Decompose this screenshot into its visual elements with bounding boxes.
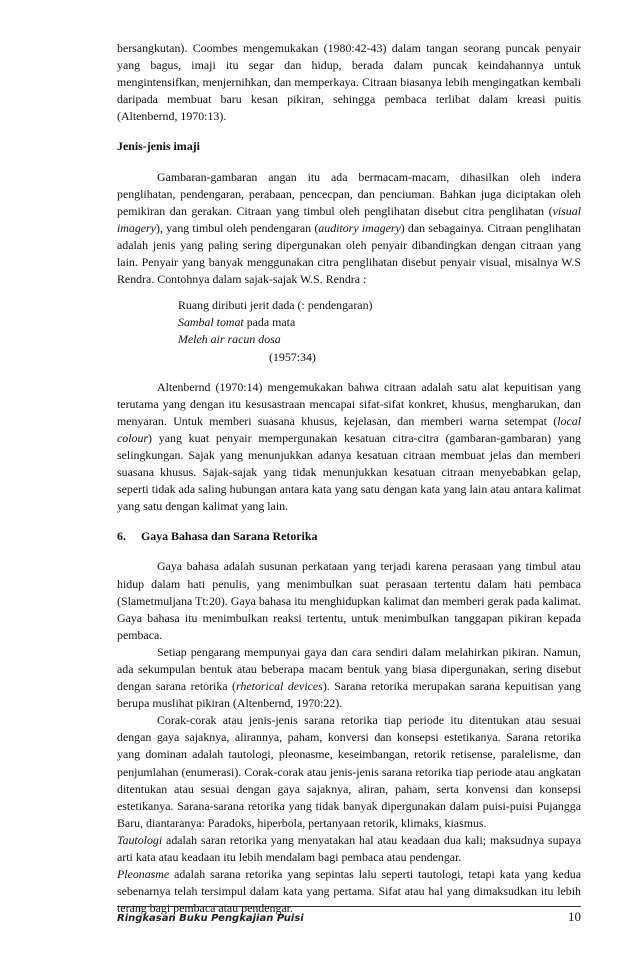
poem-line-1: Ruang diributi jerit dada (: pendengaran) [178, 298, 373, 313]
text-segment: ) yang kuat penyair mempergunakan kesatuan citra-citra (gambaran-gambaran) yang selingkungan. Sajak yang menunjukkan adanya kesatuan citraan membuat jelas dan memberi suasana khusus. Sajak-sajak yang tidak menunjukkan kesatuan citraan menyebabkan gelap, seperti tidak ada saling hubungan antara kata yang satu dengan kata yang lain atau antara kalimat yang satu dengan kalimat yang lain. [117, 430, 581, 514]
section-title: Gaya Bahasa dan Sarana Retorika [141, 529, 318, 544]
poem-excerpt [117, 297, 581, 365]
footer-title: Ringkasan Buku Pengkajian Puisi [117, 913, 304, 924]
text-segment: Gambaran-gambaran angan itu ada bermacam-macam, dihasilkan oleh indera penglihatan, pendengaran, perabaan, pencecpan, dan penciuman. Bahkan juga diciptakan oleh pemikiran dan gerakan. Citraan yang timbul oleh penglihatan disebut citra penglihatan ( [117, 169, 581, 218]
page-number: 10 [568, 909, 581, 924]
poem-line-2 [178, 314, 581, 331]
page-footer [117, 906, 581, 924]
text-segment: Setiap pengarang mempunyai gaya dan cara sendiri dalam melahirkan pikiran. Namun, ada sekumpulan bentuk atau beberapa macam bentuk yang biasa dipergunakan, sering disebut dengan sarana retorika ( [117, 644, 581, 694]
italic-term: rhetorical devices [236, 679, 323, 694]
paragraph-gaya-bahasa: Gaya bahasa adalah susunan perkataan yang terjadi karena perasaan yang timbul atau hidup dalam hati penulis, yang menimbulkan suat perasaan tertentu dalam hati pembaca (Slametmuljana Tt:20). Gaya bahasa itu menghidupkan kalimat dan memberi gerak pada kalimat. Gaya bahasa itu menimbulkan reaksi tertentu, untuk menimbulkan tanggapan pikiran kepada pembaca. [117, 559, 581, 642]
paragraph-coombes: bersangkutan). Coombes mengemukakan (1980:42-43) dalam tangan seorang puncak penyair yang bagus, imaji itu segar dan hidup, berada dalam puncak keindahannya untuk mengintensifkan, menjernihkan, dan memperkaya. Citraan biasanya lebih mengingatkan kembali daripada membuat baru kesan pikiran, sehingga pembaca terlibat dalam kreasi puitis (Altenbernd, 1970:13). [117, 41, 581, 124]
italic-term: Pleonasme [117, 867, 170, 882]
paragraph-gambaran-angan [117, 169, 581, 289]
heading-jenis-jenis-imaji: Jenis-jenis imaji [117, 139, 200, 154]
text-segment: adalah saran retorika yang menyatakan hal atau keadaan dua kali; maksudnya supaya arti kata atau keadaan itu lebih mendalam bagi pembaca atau pendengar. [117, 832, 581, 865]
heading-section-6 [117, 528, 581, 545]
italic-term: local colour [117, 413, 581, 445]
text-segment: pada mata [243, 315, 296, 330]
italic-term: visual imagery [117, 203, 581, 235]
text-segment: ) dan sebagainya. Citraan penglihatan adalah jenis yang paling sering dipergunakan oleh penyair dibandingkan dengan citraan yang lain. Penyair yang banyak menggunakan citra penglihatan disebut penyair visual, misalnya W.S Rendra. Contohnya dalam sajak-sajak W.S. Rendra : [117, 220, 581, 287]
paragraph-altenbernd [117, 379, 581, 516]
text-segment: ). Sarana retorika merupakan sarana kepuitisan yang berupa muslihat pikiran (Altenbernd, 1970:22). [117, 679, 581, 711]
italic-term: auditory imagery [318, 220, 401, 235]
italic-term: Tautologi [117, 832, 163, 847]
paragraph-pleonasme [117, 866, 581, 917]
document-body [117, 40, 581, 917]
paragraph-tautologi [117, 832, 581, 866]
text-segment: adalah sarana retorika yang sepintas lalu seperti tautologi, tetapi kata yang kedua sebenarnya telah tersimpul dalam kata yang pertama. Sifat atau hal yang dimaksudkan itu lebih terang bagi pembaca atau pendengar. [117, 867, 581, 916]
text-segment: ), yang timbul oleh pendengaran ( [155, 220, 319, 235]
text-segment: Altenbernd (1970:14) mengemukakan bahwa citraan adalah satu alat kepuitisan yang terutama yang dengan itu kesusastraan mencapai sifat-sifat konkret, khusus, mengharukan, dan menyaran. Untuk memberi suasana khusus, kejelasan, dan memberi warna setempat ( [117, 379, 581, 428]
poem-source: (1957:34) [269, 349, 316, 364]
section-number: 6. [117, 529, 126, 544]
poem-line-3 [178, 331, 581, 348]
paragraph-setiap-pengarang [117, 644, 581, 712]
italic-line: Meleh air racun dosa [178, 332, 281, 347]
paragraph-corak-corak: Corak-corak atau jenis-jenis sarana retorika tiap periode itu ditentukan atau sesuai dengan gaya sajaknya, alirannya, paham, konversi dan konsepsi estetikanya. Sarana retorika yang dominan adalah tautologi, pleonasme, keseimbangan, retorik retisense, paralelisme, dan penjumlahan (enumerasi). Corak-corak atau jenis-jenis sarana retorika tiap periode atau angkatan ditentukan atau sesuai dengan gaya sajaknya, aliran, paham, serta konvensi dan konsepsi estetikanya. Sarana-sarana retorika yang tidak banyak dipergunakan dalam puisi-puisi Pujangga Baru, diantaranya: Paradoks, hiperbola, pertanyaan retorik, klimaks, kiasmus. [117, 713, 581, 830]
italic-term: Sambal tomat [178, 315, 244, 330]
